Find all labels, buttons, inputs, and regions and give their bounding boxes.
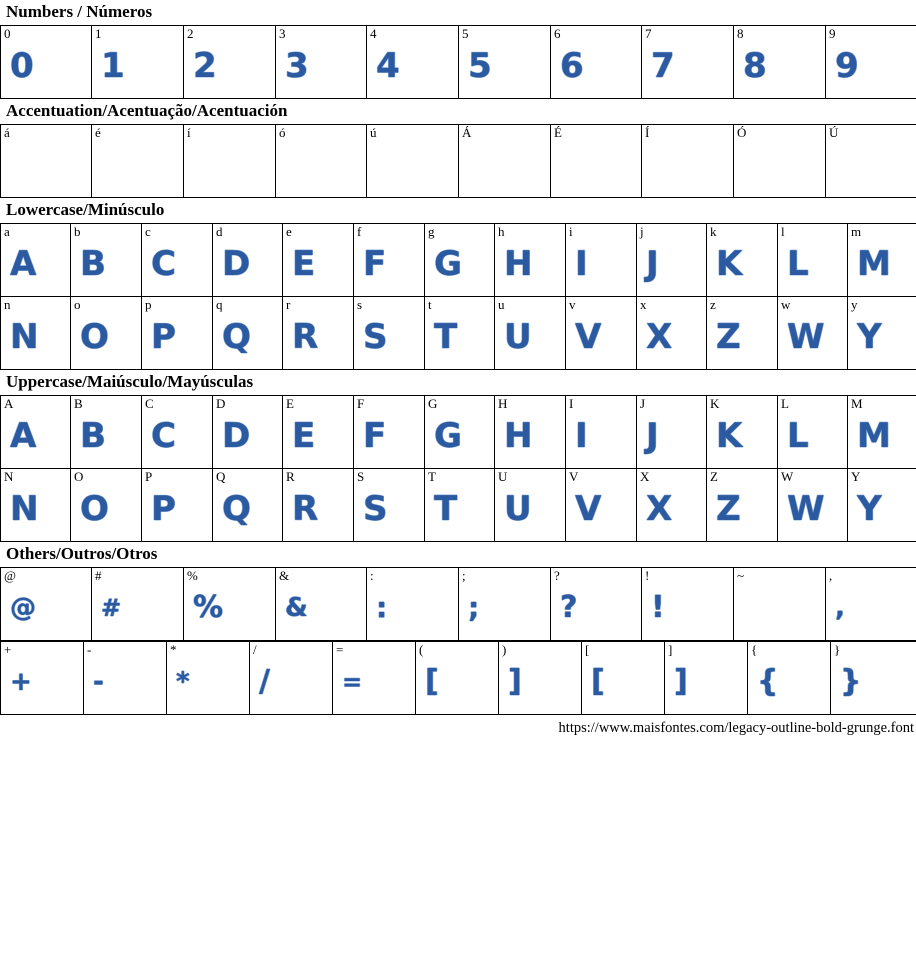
glyph-table-lowercase — [0, 223, 916, 370]
glyph-sample: - — [93, 667, 104, 697]
glyph-label: l — [781, 224, 785, 239]
glyph-sample: O — [80, 317, 109, 357]
table-row — [1, 297, 916, 370]
glyph-sample: F — [363, 416, 387, 456]
glyph-cell — [250, 642, 333, 715]
glyph-cell — [84, 642, 167, 715]
glyph-label: ( — [419, 642, 424, 657]
glyph-table-others-row2 — [0, 641, 916, 715]
glyph-cell — [354, 469, 425, 542]
glyph-label: , — [829, 568, 833, 583]
glyph-cell — [826, 568, 916, 641]
glyph-cell — [354, 396, 425, 469]
glyph-cell — [848, 224, 916, 297]
glyph-label: É — [554, 125, 562, 140]
glyph-cell — [425, 396, 495, 469]
glyph-label: M — [851, 396, 863, 411]
glyph-cell — [184, 125, 276, 198]
table-row — [1, 224, 916, 297]
glyph-cell — [848, 469, 916, 542]
glyph-cell — [425, 297, 495, 370]
glyph-cell — [459, 26, 551, 99]
glyph-sample: * — [176, 667, 190, 697]
glyph-sample: A — [10, 416, 37, 456]
glyph-label: w — [781, 297, 791, 312]
glyph-cell — [848, 396, 916, 469]
glyph-cell — [551, 568, 642, 641]
glyph-cell — [495, 297, 566, 370]
glyph-sample: I — [575, 416, 588, 456]
glyph-label: ~ — [737, 568, 745, 583]
glyph-sample: X — [646, 489, 673, 529]
glyph-cell — [367, 568, 459, 641]
glyph-sample: H — [504, 416, 533, 456]
glyph-sample: 0 — [10, 46, 34, 86]
glyph-label: @ — [4, 568, 16, 583]
glyph-sample: B — [80, 416, 106, 456]
section-uppercase — [0, 370, 916, 542]
glyph-cell — [142, 469, 213, 542]
glyph-label: 7 — [645, 26, 652, 41]
glyph-label: J — [640, 396, 646, 411]
glyph-cell — [778, 396, 848, 469]
glyph-cell — [778, 297, 848, 370]
glyph-cell — [778, 469, 848, 542]
glyph-cell — [566, 224, 637, 297]
glyph-label: f — [357, 224, 362, 239]
glyph-sample: R — [292, 317, 319, 357]
glyph-label: E — [286, 396, 294, 411]
section-lowercase — [0, 198, 916, 370]
glyph-sample: M — [857, 244, 891, 284]
glyph-sample: [ — [591, 664, 605, 699]
glyph-label: c — [145, 224, 151, 239]
glyph-label: r — [286, 297, 291, 312]
glyph-sample: E — [292, 244, 316, 284]
glyph-sample: 4 — [376, 46, 400, 86]
glyph-cell — [1, 125, 92, 198]
glyph-sample: G — [434, 416, 462, 456]
glyph-label: U — [498, 469, 508, 484]
glyph-label: 1 — [95, 26, 102, 41]
glyph-cell — [92, 125, 184, 198]
glyph-label: e — [286, 224, 292, 239]
glyph-label: 6 — [554, 26, 561, 41]
glyph-label: B — [74, 396, 83, 411]
glyph-cell — [1, 469, 71, 542]
glyph-sample: A — [10, 244, 37, 284]
glyph-sample: V — [575, 317, 602, 357]
section-others — [0, 542, 916, 715]
glyph-label: V — [569, 469, 579, 484]
glyph-label: Q — [216, 469, 226, 484]
glyph-sample: W — [787, 317, 825, 357]
glyph-cell — [459, 125, 551, 198]
glyph-cell — [213, 224, 283, 297]
glyph-cell — [1, 26, 92, 99]
glyph-cell — [826, 125, 916, 198]
section-title-uppercase: Uppercase/Maiúsculo/Mayúsculas — [6, 372, 254, 391]
glyph-sample: I — [575, 244, 588, 284]
glyph-cell — [707, 224, 778, 297]
glyph-label: t — [428, 297, 432, 312]
glyph-cell — [665, 642, 748, 715]
glyph-cell — [566, 297, 637, 370]
glyph-label: D — [216, 396, 226, 411]
glyph-label: v — [569, 297, 576, 312]
glyph-cell — [551, 125, 642, 198]
glyph-cell — [734, 26, 826, 99]
section-title-accentuation: Accentuation/Acentuação/Acentuación — [6, 101, 288, 120]
glyph-sample: S — [363, 489, 388, 529]
glyph-sample: H — [504, 244, 533, 284]
glyph-cell — [213, 297, 283, 370]
glyph-cell — [283, 224, 354, 297]
glyph-cell — [71, 469, 142, 542]
glyph-sample: 9 — [835, 46, 859, 86]
glyph-sample: X — [646, 317, 673, 357]
glyph-sample: W — [787, 489, 825, 529]
glyph-sample: + — [10, 667, 32, 697]
glyph-cell — [642, 125, 734, 198]
glyph-label: 5 — [462, 26, 469, 41]
glyph-cell — [1, 224, 71, 297]
glyph-cell — [213, 396, 283, 469]
source-url[interactable]: https://www.maisfontes.com/legacy-outline-bold-grunge.font — [558, 720, 914, 736]
glyph-cell — [184, 568, 276, 641]
glyph-sample: } — [840, 664, 862, 699]
section-title-numbers: Numbers / Números — [6, 2, 153, 21]
glyph-label: / — [253, 642, 257, 657]
glyph-label: L — [781, 396, 789, 411]
glyph-cell — [848, 297, 916, 370]
glyph-label: j — [640, 224, 644, 239]
glyph-label: X — [640, 469, 650, 484]
glyph-sample: 7 — [651, 46, 675, 86]
glyph-cell — [637, 396, 707, 469]
glyph-sample: G — [434, 244, 462, 284]
glyph-label: I — [569, 396, 574, 411]
glyph-cell — [1, 297, 71, 370]
table-row — [1, 568, 916, 641]
glyph-cell — [276, 568, 367, 641]
glyph-cell — [707, 469, 778, 542]
glyph-cell — [425, 469, 495, 542]
glyph-label: K — [710, 396, 720, 411]
glyph-label: ] — [668, 642, 673, 657]
glyph-sample: 8 — [743, 46, 767, 86]
glyph-label: 0 — [4, 26, 11, 41]
glyph-cell — [71, 224, 142, 297]
glyph-label: S — [357, 469, 365, 484]
glyph-sample: F — [363, 244, 387, 284]
glyph-sample: Y — [857, 489, 882, 529]
glyph-sample: V — [575, 489, 602, 529]
glyph-label: m — [851, 224, 862, 239]
glyph-label: b — [74, 224, 81, 239]
glyph-sample: & — [285, 593, 308, 623]
section-numbers — [0, 0, 916, 99]
glyph-label: ) — [502, 642, 507, 657]
glyph-sample: J — [646, 244, 659, 284]
glyph-label: C — [145, 396, 154, 411]
glyph-cell — [416, 642, 499, 715]
glyph-label: 4 — [370, 26, 377, 41]
glyph-cell — [142, 396, 213, 469]
glyph-cell — [354, 297, 425, 370]
glyph-cell — [499, 642, 582, 715]
glyph-cell — [495, 396, 566, 469]
glyph-sample: N — [10, 317, 39, 357]
glyph-label: ! — [645, 568, 650, 583]
glyph-label: H — [498, 396, 508, 411]
glyph-label: # — [95, 568, 102, 583]
glyph-table-others-row1 — [0, 567, 916, 641]
glyph-label: z — [710, 297, 716, 312]
glyph-cell — [566, 469, 637, 542]
glyph-label: i — [569, 224, 573, 239]
glyph-sample: R — [292, 489, 319, 529]
glyph-label: O — [74, 469, 84, 484]
glyph-sample: D — [222, 416, 251, 456]
glyph-cell — [1, 568, 92, 641]
glyph-cell — [642, 568, 734, 641]
glyph-sample: Q — [222, 317, 251, 357]
glyph-label: 3 — [279, 26, 286, 41]
glyph-sample: N — [10, 489, 39, 529]
glyph-cell — [582, 642, 665, 715]
glyph-label: Á — [462, 125, 472, 140]
glyph-sample: Q — [222, 489, 251, 529]
glyph-sample: Z — [716, 489, 741, 529]
glyph-label: x — [640, 297, 647, 312]
glyph-label: F — [357, 396, 365, 411]
glyph-sample: 1 — [101, 46, 125, 86]
glyph-cell — [283, 396, 354, 469]
glyph-cell — [459, 568, 551, 641]
glyph-sample: : — [376, 591, 388, 624]
glyph-sample: ? — [560, 590, 578, 625]
table-row — [1, 26, 916, 99]
glyph-sample: ] — [508, 664, 522, 699]
glyph-cell — [642, 26, 734, 99]
glyph-label: p — [145, 297, 152, 312]
glyph-label: [ — [585, 642, 590, 657]
glyph-sample: # — [101, 594, 122, 622]
glyph-label: = — [336, 642, 344, 657]
glyph-sample: L — [787, 244, 809, 284]
glyph-label: Ó — [737, 125, 747, 140]
glyph-sample: Y — [857, 317, 882, 357]
glyph-cell — [637, 469, 707, 542]
glyph-cell — [283, 297, 354, 370]
glyph-cell — [778, 224, 848, 297]
glyph-sample: C — [151, 244, 176, 284]
glyph-label: W — [781, 469, 794, 484]
glyph-label: d — [216, 224, 223, 239]
table-row — [1, 125, 916, 198]
glyph-label: 9 — [829, 26, 836, 41]
glyph-cell — [637, 297, 707, 370]
glyph-label: : — [370, 568, 374, 583]
glyph-cell — [142, 224, 213, 297]
glyph-cell — [495, 469, 566, 542]
glyph-label: k — [710, 224, 717, 239]
glyph-sample: { — [757, 664, 779, 699]
glyph-sample: @ — [10, 593, 36, 623]
glyph-sample: U — [504, 489, 532, 529]
glyph-label: ó — [279, 125, 286, 140]
glyph-label: A — [4, 396, 14, 411]
glyph-label: ; — [462, 568, 466, 583]
glyph-cell — [707, 297, 778, 370]
glyph-label: R — [286, 469, 295, 484]
glyph-label: á — [4, 125, 10, 140]
glyph-table-accentuation — [0, 124, 916, 198]
glyph-cell — [276, 125, 367, 198]
glyph-label: { — [751, 642, 758, 657]
glyph-sample: ! — [651, 590, 665, 625]
table-row — [1, 396, 916, 469]
glyph-label: G — [428, 396, 438, 411]
glyph-cell — [566, 396, 637, 469]
glyph-cell — [1, 642, 84, 715]
table-row — [1, 469, 916, 542]
glyph-cell — [71, 396, 142, 469]
glyph-sample: L — [787, 416, 809, 456]
glyph-cell — [707, 396, 778, 469]
glyph-cell — [734, 568, 826, 641]
glyph-cell — [184, 26, 276, 99]
glyph-cell — [1, 396, 71, 469]
glyph-label: Y — [851, 469, 861, 484]
glyph-table-numbers — [0, 25, 916, 99]
glyph-sample: K — [716, 416, 743, 456]
glyph-sample: Z — [716, 317, 741, 357]
glyph-cell — [637, 224, 707, 297]
glyph-sample: T — [434, 317, 458, 357]
glyph-cell — [167, 642, 250, 715]
glyph-label: a — [4, 224, 10, 239]
glyph-cell — [92, 26, 184, 99]
glyph-sample: ; — [468, 591, 480, 624]
glyph-label: Í — [645, 125, 650, 140]
glyph-sample: B — [80, 244, 106, 284]
glyph-label: n — [4, 297, 11, 312]
glyph-sample: U — [504, 317, 532, 357]
glyph-sample: 5 — [468, 46, 492, 86]
glyph-cell — [748, 642, 831, 715]
glyph-cell — [826, 26, 916, 99]
table-row — [1, 642, 916, 715]
glyph-cell — [333, 642, 416, 715]
glyph-sample: C — [151, 416, 176, 456]
glyph-sample: 6 — [560, 46, 584, 86]
glyph-label: & — [279, 568, 290, 583]
glyph-label: h — [498, 224, 505, 239]
glyph-label: Z — [710, 469, 718, 484]
glyph-cell — [831, 642, 916, 715]
glyph-sample: 2 — [193, 46, 217, 86]
glyph-table-uppercase — [0, 395, 916, 542]
glyph-cell — [367, 26, 459, 99]
glyph-sample: T — [434, 489, 458, 529]
glyph-label: u — [498, 297, 505, 312]
glyph-label: Ú — [829, 125, 839, 140]
glyph-label: o — [74, 297, 81, 312]
glyph-label: T — [428, 469, 436, 484]
glyph-label: * — [170, 642, 177, 657]
section-title-others: Others/Outros/Otros — [6, 544, 158, 563]
glyph-sample: / — [259, 664, 270, 699]
glyph-sample: S — [363, 317, 388, 357]
glyph-sample: K — [716, 244, 743, 284]
glyph-sample: E — [292, 416, 316, 456]
glyph-sample: J — [646, 416, 659, 456]
glyph-label: + — [4, 642, 12, 657]
glyph-cell — [367, 125, 459, 198]
glyph-sample: O — [80, 489, 109, 529]
glyph-cell — [495, 224, 566, 297]
glyph-sample: , — [835, 593, 845, 623]
glyph-cell — [142, 297, 213, 370]
glyph-sample: % — [193, 590, 224, 625]
glyph-sample: P — [151, 317, 176, 357]
glyph-cell — [276, 26, 367, 99]
section-title-lowercase: Lowercase/Minúsculo — [6, 200, 165, 219]
glyph-label: é — [95, 125, 101, 140]
glyph-label: P — [145, 469, 153, 484]
glyph-sample: D — [222, 244, 251, 284]
glyph-label: g — [428, 224, 435, 239]
glyph-label: y — [851, 297, 858, 312]
glyph-label: ú — [370, 125, 377, 140]
glyph-cell — [283, 469, 354, 542]
glyph-label: s — [357, 297, 363, 312]
glyph-cell — [213, 469, 283, 542]
glyph-cell — [71, 297, 142, 370]
glyph-label: q — [216, 297, 223, 312]
glyph-sample: = — [342, 668, 363, 696]
glyph-label: 2 — [187, 26, 194, 41]
glyph-label: % — [187, 568, 198, 583]
glyph-sample: P — [151, 489, 176, 529]
glyph-sample: [ — [425, 664, 439, 699]
glyph-label: í — [187, 125, 191, 140]
glyph-sample: 3 — [285, 46, 309, 86]
glyph-label: ? — [554, 568, 560, 583]
section-accentuation — [0, 99, 916, 198]
glyph-label: - — [87, 642, 92, 657]
glyph-label: 8 — [737, 26, 744, 41]
glyph-cell — [551, 26, 642, 99]
glyph-label: } — [834, 642, 841, 657]
glyph-label: N — [4, 469, 14, 484]
glyph-cell — [354, 224, 425, 297]
glyph-sample: ] — [674, 664, 688, 699]
glyph-cell — [425, 224, 495, 297]
glyph-sample: M — [857, 416, 891, 456]
glyph-cell — [92, 568, 184, 641]
glyph-cell — [734, 125, 826, 198]
